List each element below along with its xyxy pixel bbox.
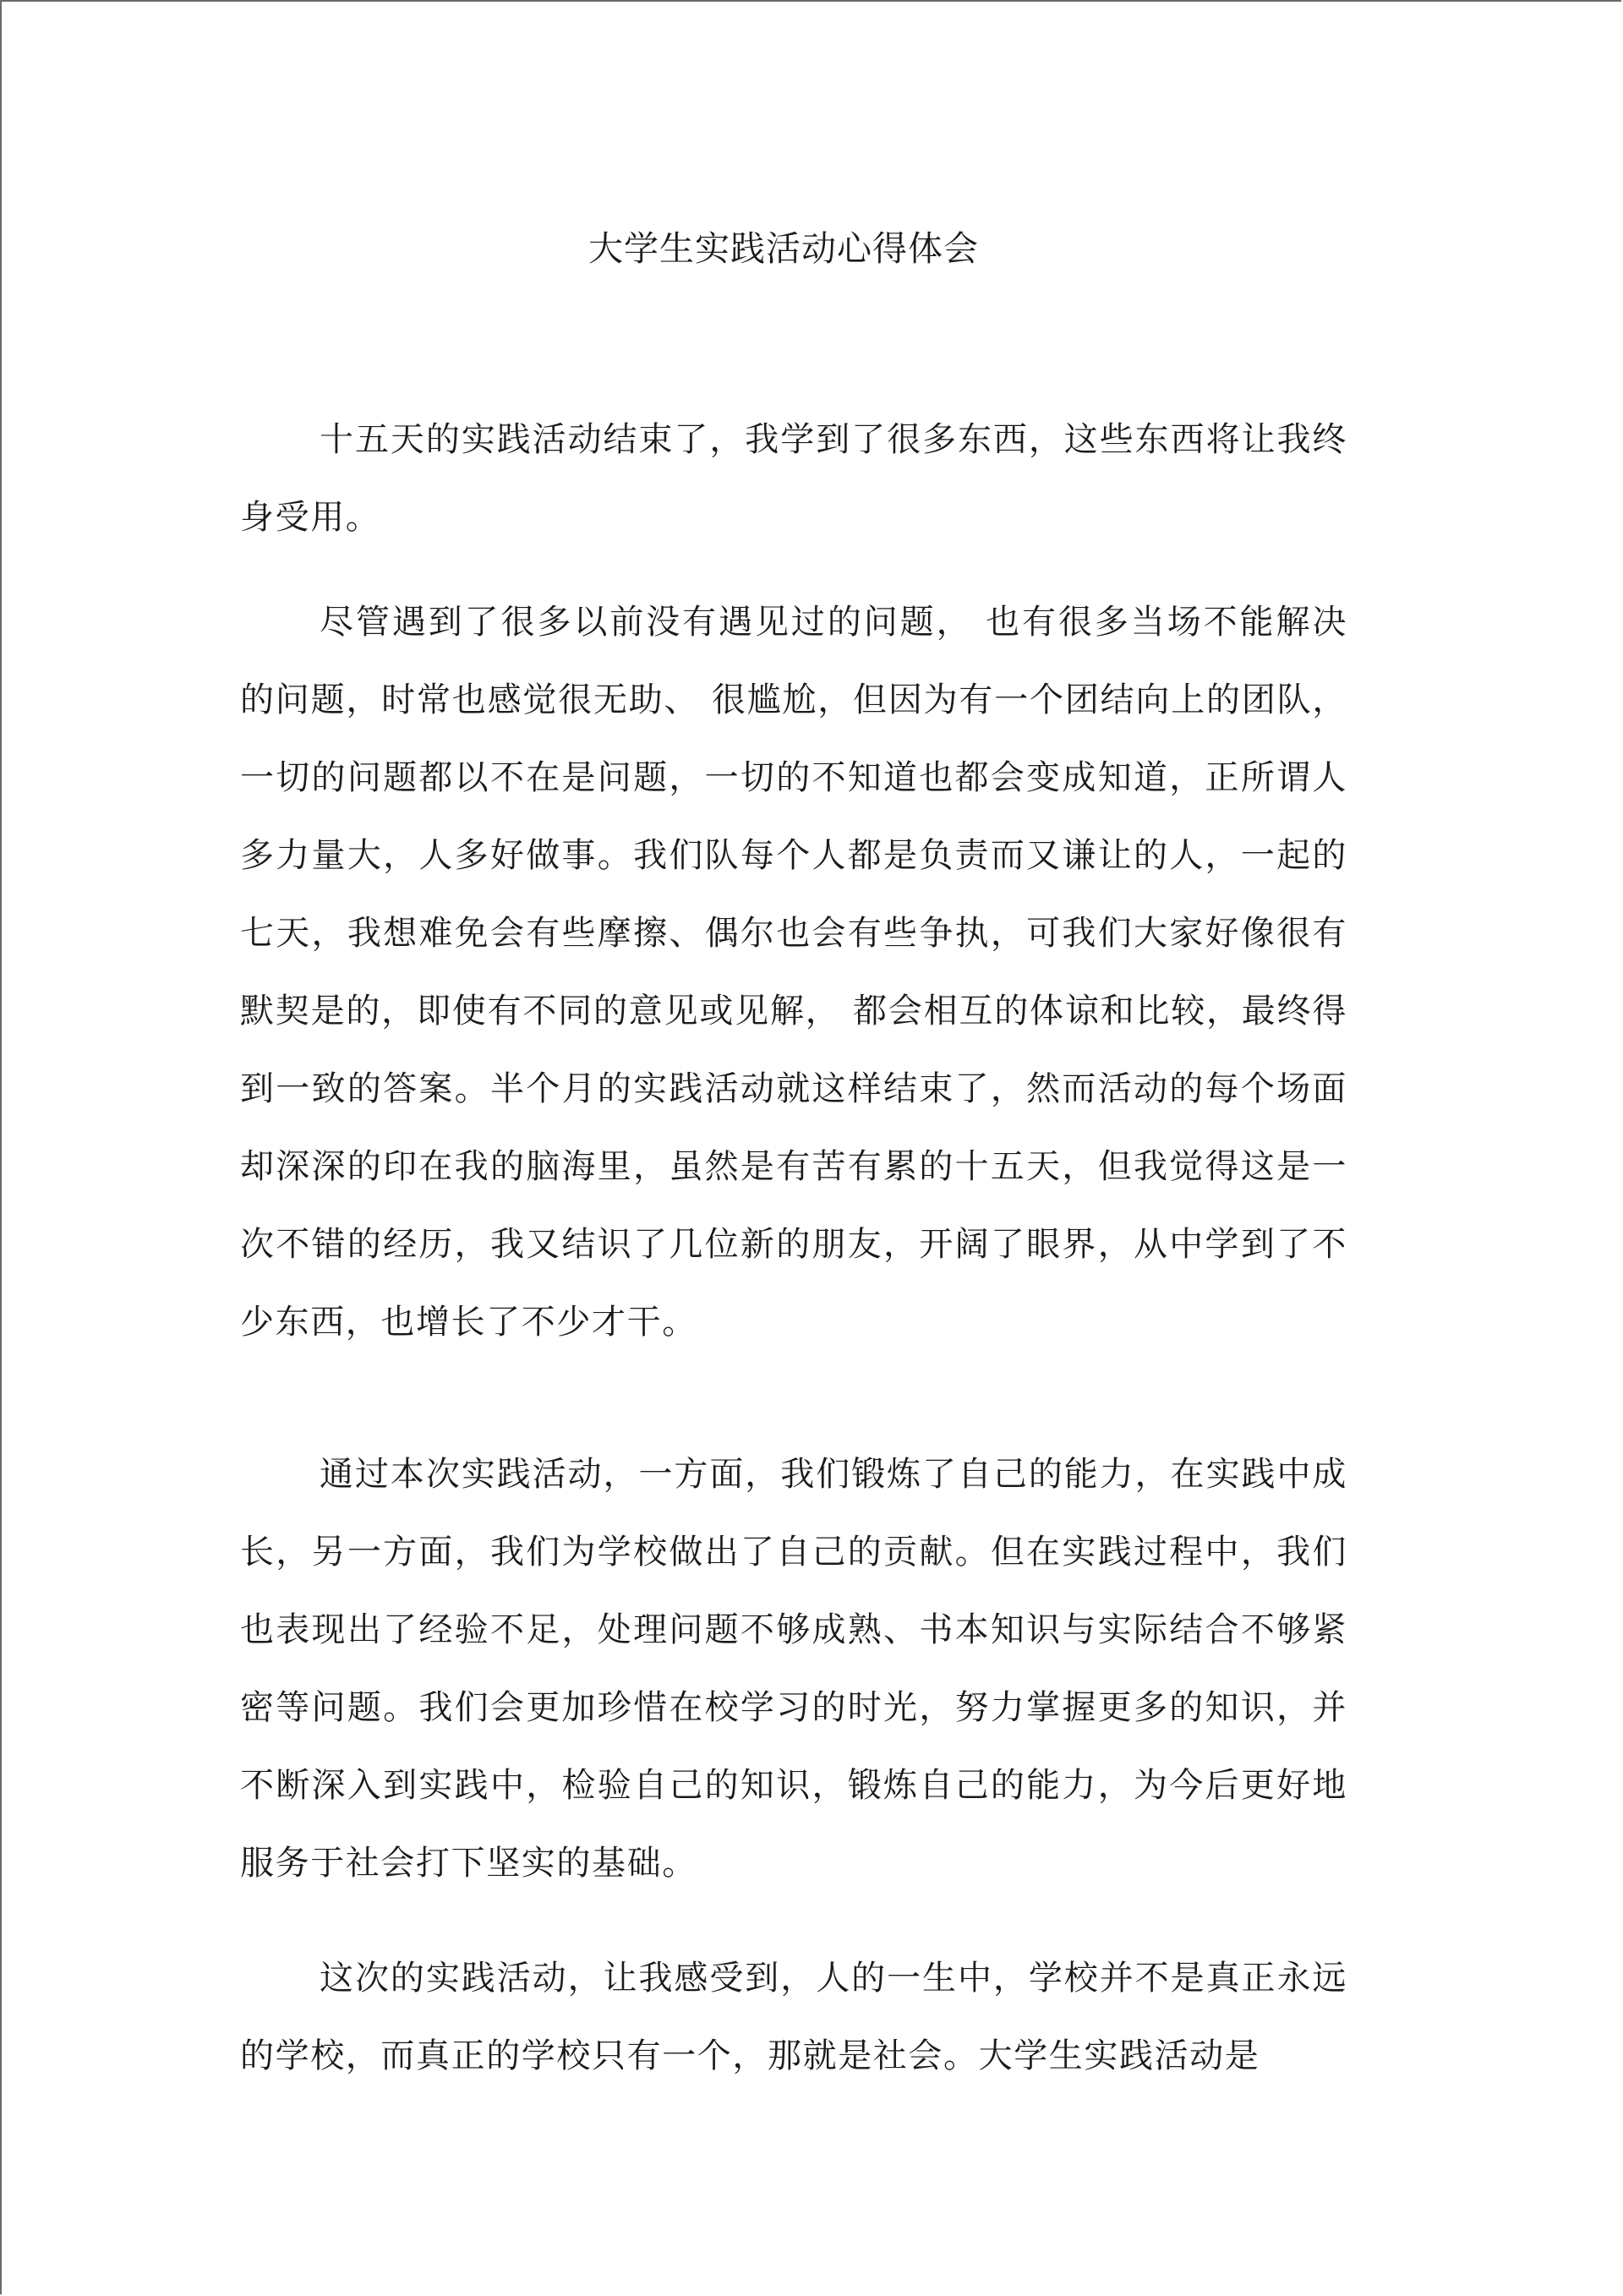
paragraph-1: 十五天的实践活动结束了，我学到了很多东西，这些东西将让我终身受用。 [240,420,1347,537]
document-title: 大学生实践活动心得体会 [588,228,979,269]
paragraph-2: 尽管遇到了很多以前没有遇见过的问题， 也有很多当场不能解决的问题，时常也感觉很无助、 很尴尬，但因为有一个团结向上的团队，一切的问题都以不在是问题，一切的不知道也都会变成知道，正所谓人多力量大，人多好做事。我们队每个人都是负责而又谦让的人，一起的七天，我想难免会有些摩擦、偶尔也会有些争执，可我们大家好像很有默契是的，即使有不同的意见或见解， 都会相互的体谅和比较，最终得到一致的答案。半个月的实践活动就这样结束了，然而活动的每个场面却深深的印在我的脑海里，虽然是有苦有累的十五天，但我觉得这是一次不错的经历，我又结识了几位新的朋友，开阔了眼界，从中学到了不少东西，也增长了不少才干。 [240,603,1347,1342]
paragraph-4: 这次的实践活动，让我感受到，人的一生中，学校并不是真正永远的学校，而真正的学校只有一个，那就是社会。大学生实践活动是 [240,1959,1347,2075]
paragraph-3: 通过本次实践活动，一方面，我们锻炼了自己的能力，在实践中成长，另一方面，我们为学校做出了自己的贡献。但在实践过程中，我们也表现出了经验不足，处理问题不够成熟、书本知识与实际结合不够紧密等问题。我们会更加珍惜在校学习的时光，努力掌握更多的知识，并不断深入到实践中，检验自己的知识，锻炼自己的能力，为今后更好地服务于社会打下坚实的基础。 [240,1455,1347,1883]
